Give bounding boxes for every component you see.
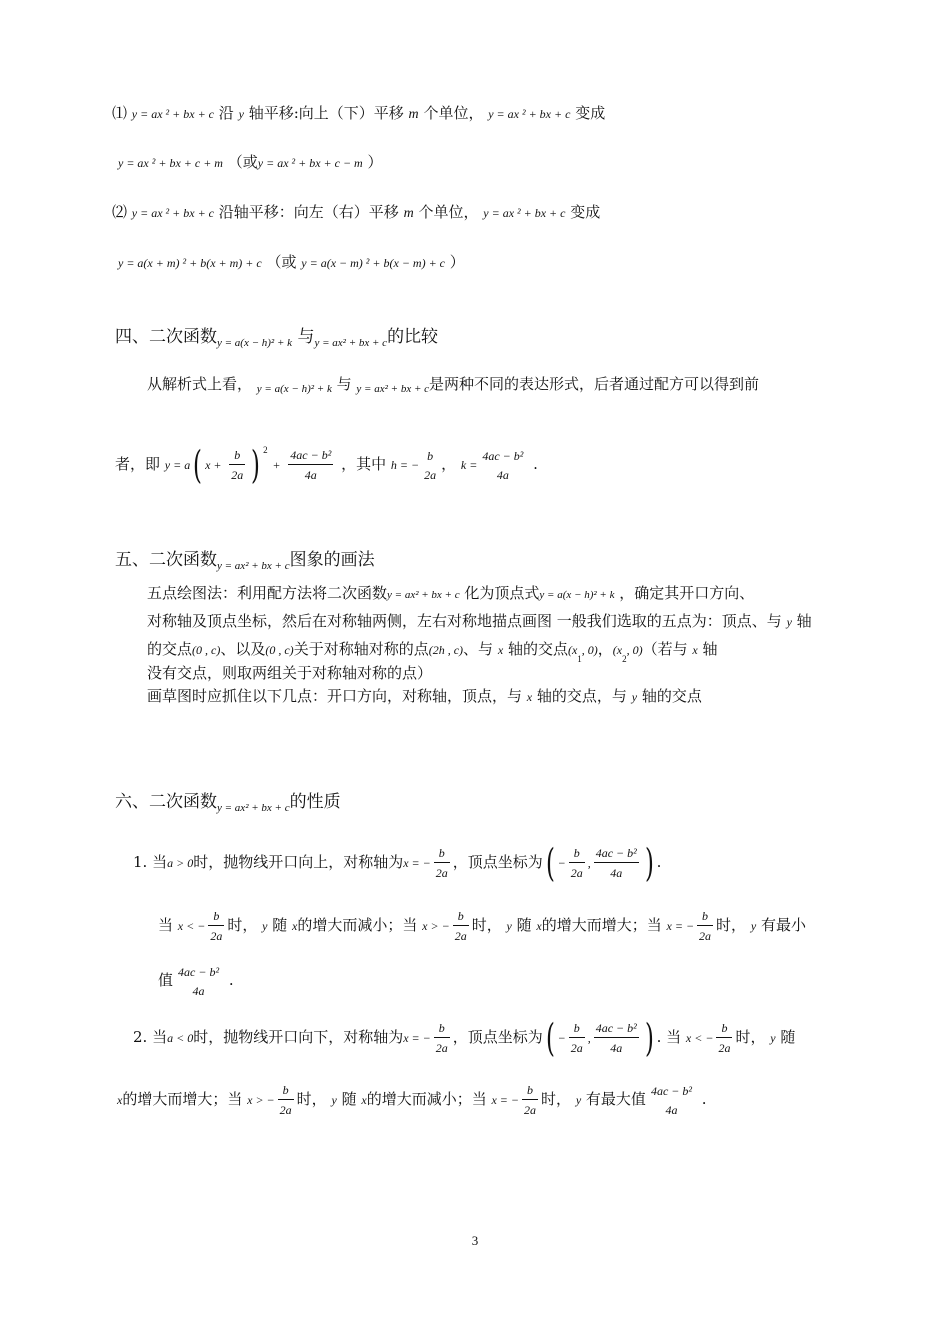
text: 个单位， [418, 203, 479, 221]
text: 随 [516, 916, 532, 934]
math: y = ax ² + bx + c + m [118, 156, 223, 170]
text: ，确定其开口方向、 [619, 584, 755, 602]
heading-text: 图象的画法 [289, 550, 375, 570]
fraction [569, 1021, 585, 1055]
text: 随 [780, 1028, 796, 1046]
text: ） [367, 153, 383, 171]
denominator: 2a [570, 866, 583, 880]
text: 轴 [702, 640, 718, 658]
math: y [631, 690, 638, 704]
fraction [569, 846, 585, 880]
s5-line-4 [147, 663, 432, 683]
fraction [278, 1083, 294, 1117]
text: . [533, 455, 538, 473]
fraction [229, 448, 245, 482]
subscript: 2 [622, 654, 627, 664]
math: a < 0 [167, 1031, 194, 1045]
math: x [526, 690, 533, 704]
numerator: b [697, 909, 713, 926]
math: m [408, 107, 419, 122]
math: y = ax ² + bx + c − m [257, 156, 363, 170]
math: y [506, 919, 512, 933]
fraction [594, 846, 639, 880]
math: (0 , c) [265, 643, 294, 657]
text: 没有交点，则取两组关于对称轴对称的点） [147, 664, 433, 682]
math: y [750, 919, 757, 933]
math: h = − [390, 458, 420, 472]
math: m [403, 206, 414, 221]
item-label: ⑴ [112, 104, 128, 122]
text: 沿轴平移：向左（右）平移 [218, 203, 399, 221]
text: 时， [541, 1090, 572, 1108]
text: ， [597, 640, 613, 658]
text: 有最大值 [585, 1090, 646, 1108]
math: , [587, 1031, 591, 1045]
text: 与 [336, 375, 352, 393]
math: , [587, 856, 591, 870]
denominator: 2a [210, 929, 223, 943]
numerator: b [427, 448, 434, 463]
s6-item-1-line-2 [158, 902, 806, 949]
text: 时，抛物线开口向下，对称轴为 [193, 1028, 404, 1046]
math: x = − [403, 1031, 431, 1045]
math: y = a(x − h)² + k [256, 383, 332, 395]
heading-text: 的比较 [387, 327, 439, 347]
text: 关于对称轴对称的点 [293, 640, 429, 658]
math: a > 0 [167, 856, 194, 870]
section-4-heading [115, 322, 438, 349]
math: x [117, 1093, 123, 1107]
text: （或 [266, 253, 297, 271]
fraction [422, 449, 438, 482]
math: y = a(x − h)² + k [539, 589, 615, 601]
math: x [497, 643, 504, 657]
text: 、与 [463, 640, 494, 658]
denominator: 4a [610, 1041, 623, 1055]
denominator: 2a [570, 1041, 583, 1055]
math: x > − [247, 1093, 275, 1107]
section-5-heading [115, 545, 375, 572]
s6-item-1-line-3 [158, 958, 234, 1002]
s6-item-2-line-2 [117, 1076, 707, 1123]
exponent: 2 [263, 445, 268, 455]
numerator: b [522, 1083, 538, 1100]
math: x [361, 1093, 367, 1107]
s3-line-3 [112, 202, 600, 224]
fraction [522, 1083, 538, 1117]
item-label: ⑵ [112, 203, 128, 221]
numerator: b [434, 1021, 450, 1038]
math: (x [612, 643, 623, 657]
heading-text: 六、二次函数 [115, 792, 217, 812]
s4-para-line-2 [115, 428, 538, 487]
math: , 0) [626, 643, 643, 657]
math: x = − [491, 1093, 520, 1107]
heading-text: 的性质 [289, 792, 341, 812]
math: y = ax² + bx + c [356, 383, 430, 395]
right-paren: ) [644, 1016, 654, 1060]
s5-line-2 [147, 611, 812, 632]
math: y [786, 615, 792, 629]
text: . [656, 853, 662, 871]
denominator: 4a [665, 1102, 678, 1117]
text: 、以及 [220, 640, 266, 658]
math: y = ax² + bx + c [217, 560, 290, 572]
text: 者，即 [115, 455, 161, 473]
text: 当 [152, 1028, 168, 1046]
text: 有最小 [760, 916, 806, 934]
text: 的增大而减小；当 [297, 916, 418, 934]
s6-item-2-line-1 [133, 1014, 795, 1061]
text: 轴 [796, 612, 812, 630]
text: 是两种不同的表达形式，后者通过配方可以得到前 [429, 375, 760, 393]
math: y = ax ² + bx + c [131, 107, 214, 121]
text: ，顶点坐标为 [452, 1028, 543, 1046]
fraction [176, 965, 221, 998]
math: y = a(x − h)² + k [217, 337, 293, 349]
fraction [453, 909, 469, 943]
s5-line-1 [147, 583, 754, 605]
denominator: 2a [435, 1041, 448, 1055]
heading-text: 五、二次函数 [115, 550, 217, 570]
numerator: b [278, 1083, 294, 1100]
text: 画草图时应抓住以下几点：开口方向，对称轴，顶点，与 [147, 687, 523, 705]
text: 当 [158, 916, 174, 934]
fraction [288, 448, 333, 482]
text: 对称轴及顶点坐标，然后在对称轴两侧，左右对称地描点画图 一般我们选取的五点为：顶点、与 [147, 612, 782, 630]
denominator: 2a [524, 1103, 537, 1117]
fraction [594, 1021, 639, 1055]
text: 变成 [575, 104, 606, 122]
math: y = ax² + bx + c [217, 802, 290, 814]
numerator: b [453, 909, 469, 926]
text: . [228, 971, 234, 989]
numerator: 4ac − b² [594, 846, 639, 863]
text: ，其中 [341, 455, 387, 473]
s5-line-5 [147, 686, 702, 707]
math: y = ax ² + bx + c [483, 206, 566, 220]
math: (2h , c) [428, 643, 464, 657]
math: y = a [164, 458, 191, 472]
numerator: b [716, 1021, 732, 1038]
denominator: 2a [699, 929, 712, 943]
text: 随 [341, 1090, 357, 1108]
heading-text: 与 [297, 327, 315, 347]
math: y [575, 1093, 582, 1107]
math: + [272, 458, 281, 472]
math: x + [205, 458, 222, 472]
numerator: 4ac − b² [594, 1021, 639, 1038]
math: x [536, 919, 542, 933]
math: k = [460, 458, 478, 472]
text: 时， [296, 1090, 327, 1108]
text: 轴的交点 [641, 687, 702, 705]
numerator: b [569, 1021, 585, 1038]
page-number: 3 [471, 1233, 479, 1248]
text: 的交点 [147, 640, 193, 658]
numerator: 4ac − b² [482, 448, 524, 463]
numerator: 4ac − b² [288, 448, 333, 465]
math: x [292, 919, 298, 933]
subscript: 1 [577, 654, 582, 664]
math: x = − [666, 919, 695, 933]
math: x = − [403, 856, 431, 870]
text: 变成 [570, 203, 601, 221]
text: 当 [152, 853, 168, 871]
denominator: 4a [304, 468, 317, 482]
right-paren: ) [251, 443, 261, 487]
fraction [697, 909, 713, 943]
text: 时， [716, 916, 747, 934]
text: 的增大而减小；当 [366, 1090, 487, 1108]
text: 个单位， [423, 104, 484, 122]
numerator: 4ac − b² [178, 964, 220, 979]
math: y = ax ² + bx + c [488, 107, 571, 121]
numerator: b [569, 846, 585, 863]
text: 时， [471, 916, 502, 934]
denominator: 2a [424, 467, 437, 482]
s3-line-4 [118, 252, 465, 273]
text: 时， [227, 916, 258, 934]
numerator: b [208, 909, 224, 926]
fraction [434, 1021, 450, 1055]
text: 从解析式上看， [147, 375, 253, 393]
fraction [208, 909, 224, 943]
text: （或 [227, 153, 258, 171]
text: 随 [272, 916, 288, 934]
s3-line-1 [112, 103, 605, 125]
s6-item-1-line-1 [133, 838, 661, 887]
numerator: 4ac − b² [650, 1083, 692, 1098]
math: x > − [422, 919, 450, 933]
fraction [716, 1021, 732, 1055]
math: x < − [177, 919, 206, 933]
math: − [557, 856, 566, 870]
text: 五点绘图法：利用配方法将二次函数 [147, 584, 388, 602]
denominator: 2a [435, 866, 448, 880]
left-paren: ( [193, 443, 203, 487]
math: y [770, 1031, 776, 1045]
math: y [331, 1093, 337, 1107]
section-6-heading [115, 787, 341, 814]
text: 轴平移:向上（下）平移 [248, 104, 404, 122]
denominator: 2a [454, 929, 467, 943]
text: 时， [735, 1028, 766, 1046]
numerator: b [434, 846, 450, 863]
math: y = ax² + bx + c [314, 337, 388, 349]
math: y = a(x + m) ² + b(x + m) + c [118, 256, 262, 270]
math: y = ax ² + bx + c [131, 206, 214, 220]
text: （若与 [642, 640, 688, 658]
fraction [434, 846, 450, 880]
math: x < − [685, 1031, 714, 1045]
text: 的增大而增大；当 [541, 916, 662, 934]
denominator: 2a [718, 1041, 731, 1055]
text: . 当 [656, 1028, 682, 1046]
text: 时，抛物线开口向上，对称轴为 [193, 853, 404, 871]
text: . [701, 1090, 707, 1108]
math: , 0) [581, 643, 598, 657]
math: y [238, 107, 244, 121]
fraction [480, 449, 525, 482]
fraction [649, 1084, 694, 1117]
left-paren: ( [545, 841, 555, 885]
list-number: 1. [133, 853, 148, 871]
s3-line-2 [118, 152, 383, 173]
heading-text: 四、二次函数 [115, 327, 217, 347]
text: ，顶点坐标为 [452, 853, 543, 871]
text: 值 [158, 971, 174, 989]
text: 的增大而增大；当 [122, 1090, 243, 1108]
math: − [557, 1031, 566, 1045]
math: y = ax² + bx + c [387, 589, 460, 601]
text: 沿 [218, 104, 234, 122]
text: ， [441, 455, 457, 473]
list-number: 2. [133, 1028, 148, 1046]
math: x [692, 643, 698, 657]
numerator: b [229, 448, 245, 465]
text: ） [449, 253, 465, 271]
denominator: 4a [610, 866, 623, 880]
denominator: 4a [192, 983, 205, 998]
math: (x [567, 643, 578, 657]
text: 轴的交点，与 [536, 687, 627, 705]
text: 轴的交点 [507, 640, 568, 658]
math: y = a(x − m) ² + b(x − m) + c [301, 256, 446, 270]
left-paren: ( [545, 1016, 555, 1060]
s4-para-line-1 [147, 374, 759, 399]
denominator: 2a [279, 1103, 292, 1117]
text: 化为顶点式 [464, 584, 540, 602]
math: y [262, 919, 268, 933]
math: (0 , c) [192, 643, 221, 657]
denominator: 2a [231, 468, 244, 482]
right-paren: ) [644, 841, 654, 885]
denominator: 4a [496, 467, 509, 482]
